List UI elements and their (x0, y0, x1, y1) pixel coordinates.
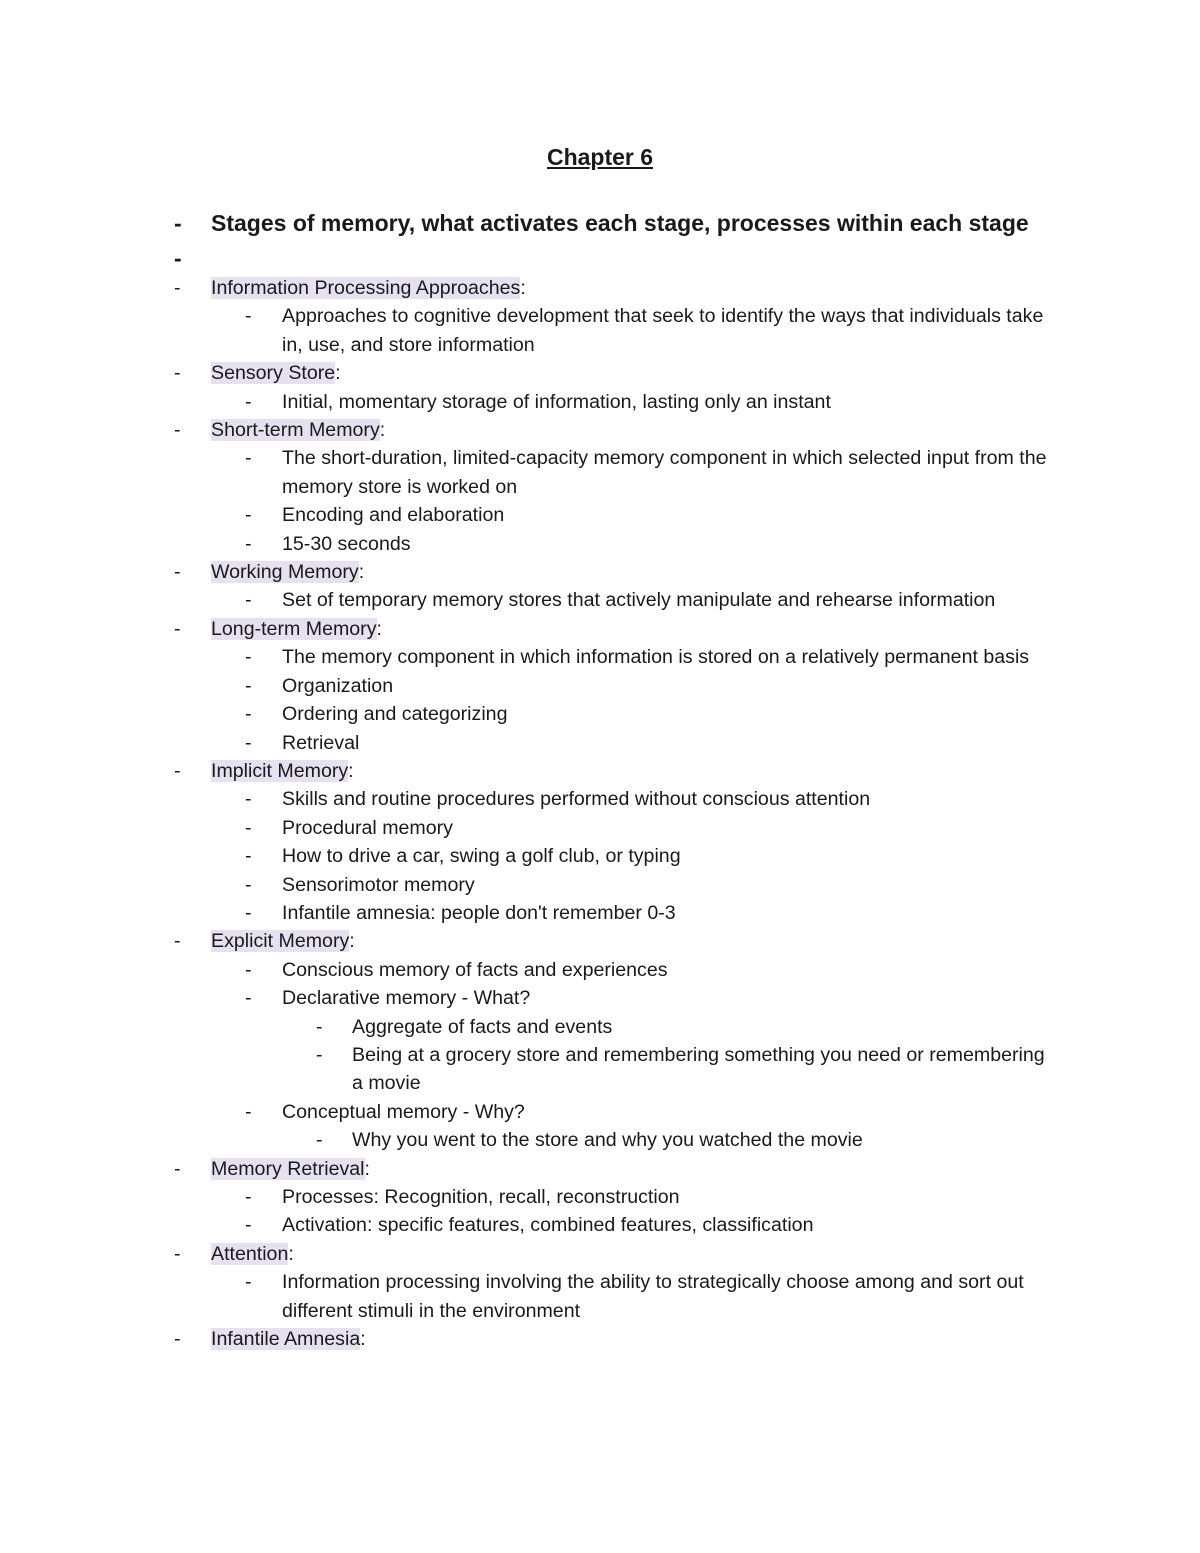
bullet-dash: - (245, 958, 252, 981)
bullet-dash: - (174, 362, 181, 385)
term-line (211, 927, 1200, 955)
bullet-dash: - (245, 646, 252, 669)
detail-item (0, 501, 1200, 529)
term-colon: : (348, 759, 354, 782)
term-line (211, 416, 1200, 444)
detail-text: Approaches to cognitive development that seek to identify the ways that individuals take in, use, and store information (282, 305, 1044, 356)
detail-text: Conscious memory of facts and experiences (282, 958, 668, 981)
bullet-dash: - (245, 901, 252, 924)
bullet-dash: - (245, 305, 252, 328)
term-colon: : (376, 617, 382, 640)
bullet-dash: - (245, 1100, 252, 1123)
bullet-dash: - (245, 532, 252, 555)
term-colon: : (288, 1242, 294, 1265)
term-label: Explicit Memory (211, 930, 350, 953)
detail-item (0, 388, 1200, 416)
term-details-list (0, 785, 1200, 927)
term-details-list (0, 643, 1200, 757)
subdetail-item (0, 1013, 1200, 1041)
term-details-list (0, 1183, 1200, 1240)
detail-item (0, 444, 1200, 501)
outline-term-item (0, 1155, 1200, 1240)
detail-text: Declarative memory - What? (282, 987, 531, 1010)
bullet-dash: - (245, 731, 252, 754)
term-colon: : (349, 930, 355, 953)
bullet-dash: - (174, 1157, 181, 1180)
bullet-dash: - (174, 1242, 181, 1265)
term-colon: : (360, 1328, 366, 1351)
detail-item (0, 984, 1200, 1098)
detail-text: Skills and routine procedures performed without conscious attention (282, 788, 871, 811)
detail-text: Conceptual memory - Why? (282, 1100, 525, 1123)
outline-term-item (0, 757, 1200, 927)
detail-item (0, 643, 1200, 671)
bullet-dash: - (245, 703, 252, 726)
term-colon: : (358, 561, 365, 584)
bullet-dash: - (174, 759, 181, 782)
term-label: Working Memory (211, 561, 359, 584)
detail-text: Processes: Recognition, recall, reconstruction (282, 1186, 680, 1208)
detail-text: Procedural memory (282, 816, 453, 839)
bullet-dash: - (245, 873, 252, 896)
bullet-dash: - (174, 1328, 181, 1351)
outline-term-item (0, 927, 1200, 1154)
detail-text: The memory component in which information is stored on a relatively permanent basis (282, 646, 1030, 669)
term-colon: : (379, 419, 386, 442)
detail-text: Activation: specific features, combined features, classification (282, 1214, 814, 1237)
bullet-dash: - (245, 390, 252, 413)
bullet-dash: - (245, 816, 252, 839)
detail-item (0, 1211, 1200, 1239)
subdetail-text: Being at a grocery store and remembering something you need or remembering a movie (352, 1043, 1045, 1095)
outline-term-item (0, 1325, 1200, 1353)
detail-text: Organization (282, 674, 394, 697)
term-colon: : (520, 277, 526, 299)
term-colon: : (364, 1157, 370, 1180)
detail-text: Set of temporary memory stores that actively manipulate and rehearse information (282, 589, 996, 612)
subdetail-text: Aggregate of facts and events (352, 1015, 613, 1038)
term-line (211, 558, 1200, 586)
bullet-dash: - (245, 674, 252, 697)
notes-outline (0, 274, 1200, 1353)
term-line (211, 1325, 1200, 1353)
detail-text: Sensorimotor memory (282, 873, 475, 896)
detail-item (0, 1098, 1200, 1155)
detail-item (0, 785, 1200, 813)
empty-bullet: - (174, 245, 182, 271)
detail-item (0, 700, 1200, 728)
outline-term-item (0, 416, 1200, 558)
term-details-list (0, 1268, 1200, 1325)
bullet-dash: - (245, 589, 252, 612)
detail-item (0, 302, 1200, 359)
bullet-dash: - (316, 1043, 323, 1066)
subdetail-text: Why you went to the store and why you watched the movie (352, 1129, 863, 1152)
bullet-dash: - (174, 561, 181, 584)
detail-text: How to drive a car, swing a golf club, or typing (282, 845, 681, 868)
term-details-list (0, 586, 1200, 614)
detail-text: Infantile amnesia: people don't remember 0-3 (282, 901, 676, 924)
detail-item (0, 871, 1200, 899)
detail-item (0, 530, 1200, 558)
detail-item (0, 899, 1200, 927)
term-label: Short-term Memory (211, 419, 380, 442)
term-details-list (0, 388, 1200, 416)
bullet-dash: - (245, 845, 252, 868)
subdetail-item (0, 1126, 1200, 1154)
term-line (211, 757, 1200, 785)
detail-text: Information processing involving the ability to strategically choose among and sort out different stimuli in the environment (282, 1271, 1024, 1322)
outline-term-item (0, 1240, 1200, 1325)
detail-text: Ordering and categorizing (282, 703, 508, 726)
term-details-list (0, 444, 1200, 558)
term-details-list (0, 956, 1200, 1155)
detail-text: The short-duration, limited-capacity memory component in which selected input from the memory store is worked on (282, 447, 1047, 498)
detail-text: Encoding and elaboration (282, 504, 505, 527)
bullet-dash: - (245, 447, 252, 470)
term-line (211, 1240, 1200, 1268)
bullet-dash: - (316, 1015, 323, 1038)
bullet-dash: - (174, 419, 181, 442)
term-line (211, 1155, 1200, 1183)
term-line (211, 359, 1200, 387)
subdetail-list (0, 1126, 1200, 1154)
subdetail-list (0, 1013, 1200, 1098)
bullet-dash: - (316, 1129, 323, 1152)
detail-item (0, 956, 1200, 984)
detail-item (0, 729, 1200, 757)
outline-term-item (0, 274, 1200, 359)
term-label: Information Processing Approaches (211, 277, 521, 299)
bullet-dash: - (245, 788, 252, 811)
outline-term-item (0, 359, 1200, 416)
term-line (211, 274, 1200, 302)
detail-item (0, 586, 1200, 614)
bullet-dash: - (174, 617, 181, 640)
outline-term-item (0, 615, 1200, 757)
detail-text: 15-30 seconds (282, 532, 411, 555)
term-label: Attention (211, 1242, 289, 1265)
detail-item (0, 1268, 1200, 1325)
term-label: Long-term Memory (211, 617, 377, 640)
bullet-dash: - (245, 1186, 252, 1208)
term-details-list (0, 302, 1200, 359)
bullet-dash: - (245, 1214, 252, 1237)
term-colon: : (335, 362, 341, 385)
detail-item (0, 1183, 1200, 1211)
term-line (211, 615, 1200, 643)
term-label: Sensory Store (211, 362, 336, 385)
bullet-dash: - (245, 1271, 252, 1294)
term-label: Infantile Amnesia (211, 1328, 361, 1351)
detail-text: Initial, momentary storage of information, lasting only an instant (282, 390, 831, 413)
bullet-dash: - (174, 930, 181, 953)
subdetail-item (0, 1041, 1200, 1098)
bullet-dash: - (245, 504, 252, 527)
term-label: Implicit Memory (211, 759, 349, 782)
page-title: Chapter 6 (546, 144, 654, 170)
detail-item (0, 672, 1200, 700)
outline-term-item (0, 558, 1200, 615)
detail-text: Retrieval (282, 731, 360, 754)
detail-item (0, 842, 1200, 870)
bullet-dash: - (245, 987, 252, 1010)
term-label: Memory Retrieval (211, 1157, 365, 1180)
bullet-dash: - (174, 277, 181, 299)
heading-bullet: - (174, 210, 182, 236)
detail-item (0, 814, 1200, 842)
section-heading: Stages of memory, what activates each stage, processes within each stage (211, 210, 1029, 236)
